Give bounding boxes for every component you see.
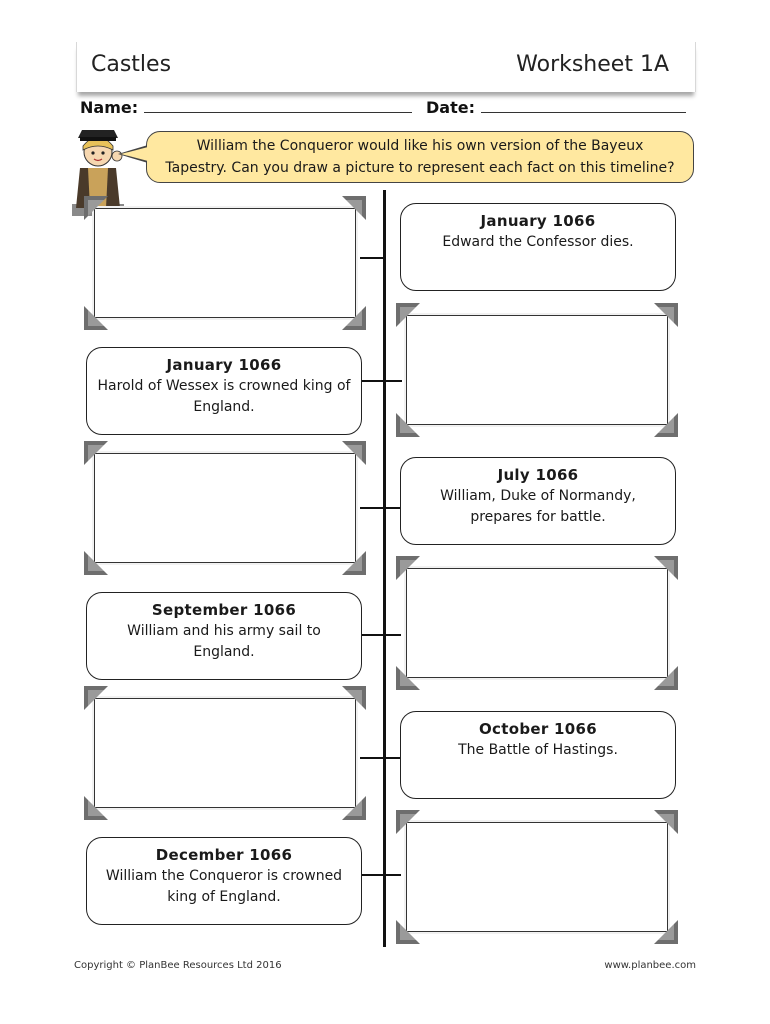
photo-corner-icon [84, 796, 108, 820]
copyright-text: Copyright © PlanBee Resources Ltd 2016 [74, 960, 282, 971]
fact-text: Edward the Confessor dies. [442, 234, 634, 250]
connector [361, 380, 402, 382]
fact-text: England. [193, 644, 255, 660]
fact-text: The Battle of Hastings. [458, 742, 618, 758]
worksheet-number: Worksheet 1A [516, 52, 669, 77]
photo-corner-icon [342, 306, 366, 330]
date-label: Date: [426, 98, 475, 117]
photo-corner-icon [84, 441, 108, 465]
photo-corner-icon [654, 556, 678, 580]
fact-date: January 1066 [166, 356, 282, 374]
photo-corner-icon [654, 413, 678, 437]
speech-bubble-tail-fill [121, 147, 148, 161]
connector [361, 874, 401, 876]
fact-date: December 1066 [155, 846, 293, 864]
photo-corner-icon [396, 303, 420, 327]
drawing-frame[interactable] [86, 688, 364, 818]
drawing-area[interactable] [94, 208, 356, 318]
photo-corner-icon [396, 920, 420, 944]
photo-corner-icon [396, 810, 420, 834]
photo-corner-icon [654, 810, 678, 834]
prompt-line-1: William the Conqueror would like his own version of the Bayeux [196, 138, 644, 154]
fact-text: England. [193, 399, 255, 415]
photo-corner-icon [654, 920, 678, 944]
fact-box [400, 711, 676, 799]
prompt-line-2: Tapestry. Can you draw a picture to represent each fact on this timeline? [165, 160, 675, 176]
fact-box [400, 457, 676, 545]
photo-corner-icon [342, 441, 366, 465]
photo-corner-icon [342, 796, 366, 820]
fact-date: January 1066 [480, 212, 596, 230]
drawing-frame[interactable] [86, 443, 364, 573]
photo-corner-icon [654, 666, 678, 690]
website-link[interactable]: www.planbee.com [604, 960, 696, 971]
photo-corner-icon [396, 666, 420, 690]
photo-corner-icon [654, 303, 678, 327]
date-underline[interactable] [481, 98, 686, 113]
connector [361, 634, 401, 636]
drawing-frame[interactable] [398, 305, 676, 435]
drawing-frame[interactable] [398, 812, 676, 942]
fact-box [86, 592, 362, 680]
name-underline[interactable] [144, 98, 412, 113]
photo-corner-icon [342, 686, 366, 710]
photo-corner-icon [342, 551, 366, 575]
fact-date: September 1066 [151, 601, 297, 619]
fact-text: Harold of Wessex is crowned king of [97, 378, 351, 394]
photo-corner-icon [396, 413, 420, 437]
photo-corner-icon [84, 686, 108, 710]
worksheet-title: Castles [91, 52, 172, 77]
drawing-area[interactable] [406, 568, 668, 678]
drawing-area[interactable] [94, 453, 356, 563]
connector [360, 507, 400, 509]
speech-bubble [146, 131, 694, 183]
fact-box [400, 203, 676, 291]
name-field[interactable] [80, 98, 412, 117]
drawing-frame[interactable] [398, 558, 676, 688]
photo-corner-icon [342, 196, 366, 220]
fact-text: William and his army sail to [127, 623, 321, 639]
drawing-area[interactable] [406, 315, 668, 425]
photo-corner-icon [84, 551, 108, 575]
photo-corner-icon [84, 196, 108, 220]
photo-corner-icon [396, 556, 420, 580]
drawing-area[interactable] [94, 698, 356, 808]
fact-text: William, Duke of Normandy, [440, 488, 636, 504]
fact-text: prepares for battle. [470, 509, 606, 525]
fact-text: William the Conqueror is crowned [105, 868, 343, 884]
fact-text: king of England. [167, 889, 281, 905]
photo-corner-icon [84, 306, 108, 330]
timeline-axis [383, 190, 386, 947]
fact-date: July 1066 [497, 466, 579, 484]
drawing-area[interactable] [406, 822, 668, 932]
fact-box [86, 837, 362, 925]
drawing-frame[interactable] [86, 198, 364, 328]
connector [360, 757, 400, 759]
fact-box [86, 347, 362, 435]
name-label: Name: [80, 98, 139, 117]
worksheet-header [76, 42, 696, 92]
date-field[interactable] [426, 98, 686, 117]
fact-date: October 1066 [479, 720, 597, 738]
